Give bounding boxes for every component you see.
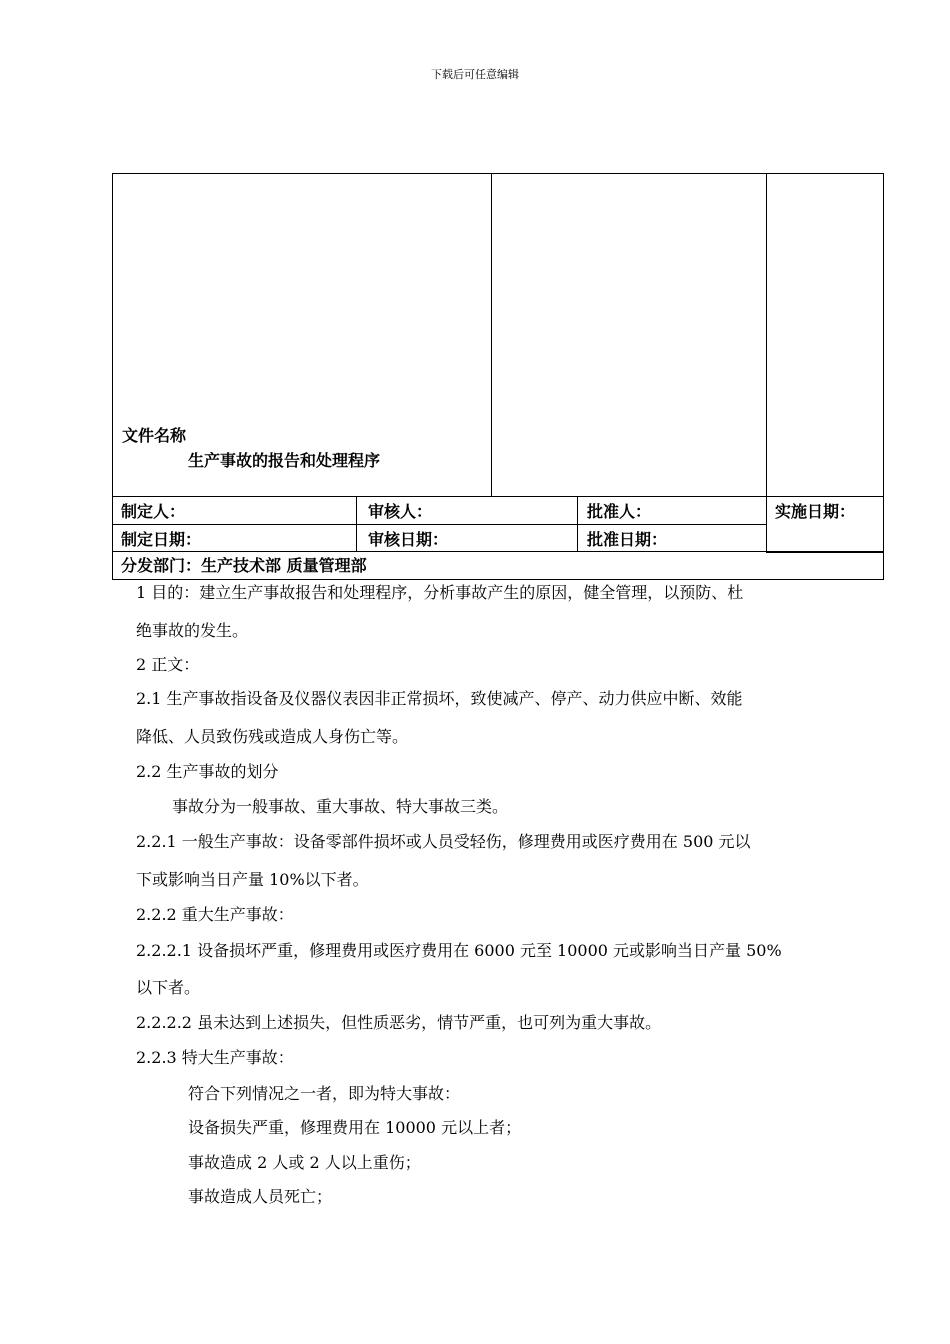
table-border-right xyxy=(883,173,884,580)
approved-by-label: 批准人： xyxy=(587,502,652,521)
header-note: 下载后可任意编辑 xyxy=(431,68,519,81)
table-divider-v1 xyxy=(491,173,492,497)
section-heading-major: 2.2.2 重大生产事故： xyxy=(136,905,294,924)
doc-title: 生产事故的报告和处理程序 xyxy=(188,451,381,470)
paragraph-critical-intro: 符合下列情况之一者，即为特大事故： xyxy=(188,1084,461,1103)
reviewed-date-label: 审核日期： xyxy=(368,530,449,549)
doc-name-label: 文件名称 xyxy=(122,426,187,445)
paragraph-definition-line2: 降低、人员致伤残或造成人身伤亡等。 xyxy=(136,727,409,746)
reviewed-by-label: 审核人： xyxy=(368,502,433,521)
paragraph-definition-line1: 2.1 生产事故指设备及仪器仪表因非正常损坏，致使减产、停产、动力供应中断、效能 xyxy=(136,689,743,708)
prepared-date-label: 制定日期： xyxy=(121,530,202,549)
paragraph-purpose-line1: 1 目的：建立生产事故报告和处理程序，分析事故产生的原因，健全管理，以预防、杜 xyxy=(136,583,744,602)
table-divider-h3-thick xyxy=(766,551,883,553)
effective-date-label: 实施日期： xyxy=(775,502,856,521)
prepared-by-label: 制定人： xyxy=(121,502,186,521)
paragraph-major-2: 2.2.2.2 虽未达到上述损失，但性质恶劣，情节严重，也可列为重大事故。 xyxy=(136,1013,662,1032)
paragraph-major-1-line2: 以下者。 xyxy=(136,978,201,997)
section-heading-classification: 2.2 生产事故的划分 xyxy=(136,762,279,781)
paragraph-classification: 事故分为一般事故、重大事故、特大事故三类。 xyxy=(172,797,509,816)
table-border-bottom xyxy=(112,579,884,580)
paragraph-general-line2: 下或影响当日产量 10%以下者。 xyxy=(136,870,369,889)
section-heading-main: 2 正文： xyxy=(136,655,200,674)
table-divider-h1 xyxy=(112,496,884,497)
paragraph-critical-item3: 事故造成人员死亡； xyxy=(188,1187,333,1206)
table-divider-v4 xyxy=(577,496,578,552)
table-border-top xyxy=(112,173,884,174)
approved-date-label: 批准日期： xyxy=(587,530,668,549)
paragraph-critical-item1: 设备损失严重，修理费用在 10000 元以上者； xyxy=(188,1118,522,1137)
distribution-label: 分发部门：生产技术部 质量管理部 xyxy=(121,556,367,575)
table-border-left xyxy=(112,173,113,580)
paragraph-general-line1: 2.2.1 一般生产事故：设备零部件损坏或人员受轻伤，修理费用或医疗费用在 500 元以 xyxy=(136,832,751,851)
paragraph-critical-item2: 事故造成 2 人或 2 人以上重伤； xyxy=(188,1153,421,1172)
table-divider-v3 xyxy=(356,496,357,552)
paragraph-purpose-line2: 绝事故的发生。 xyxy=(136,621,249,640)
section-heading-critical: 2.2.3 特大生产事故： xyxy=(136,1048,294,1067)
paragraph-major-1-line1: 2.2.2.1 设备损坏严重，修理费用或医疗费用在 6000 元至 10000 元或影响当日产量 50% xyxy=(136,941,782,960)
table-divider-h2 xyxy=(112,524,766,525)
